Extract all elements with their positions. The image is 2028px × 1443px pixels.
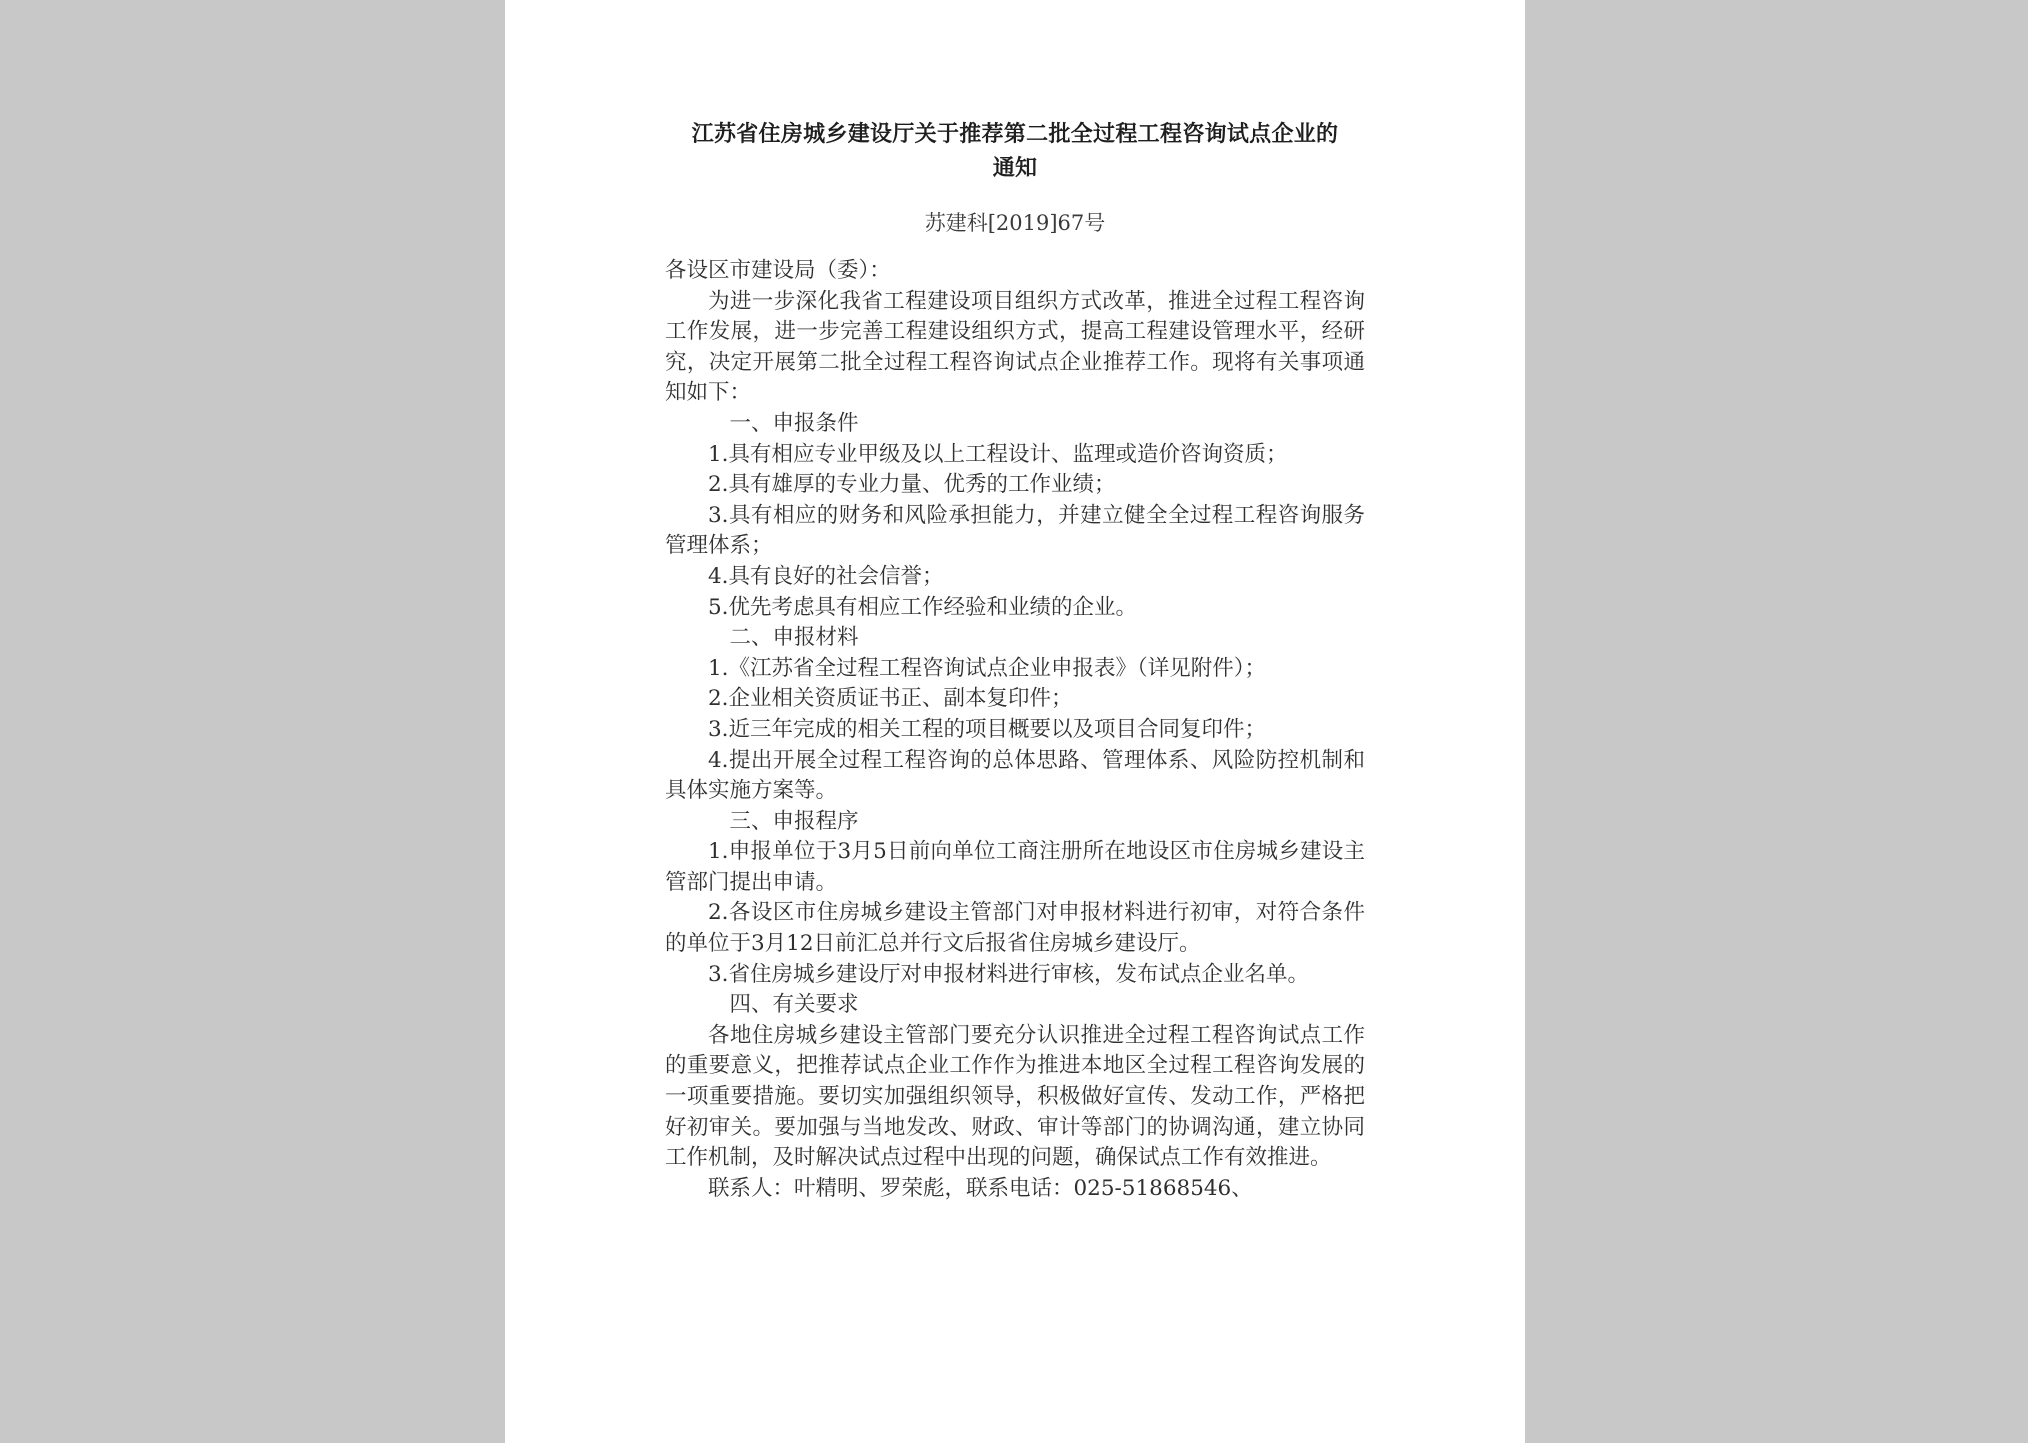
section-3-item: 2.各设区市住房城乡建设主管部门对申报材料进行初审，对符合条件的单位于3月12日前汇总并行文后报省住房城乡建设厅。 (665, 900, 1365, 957)
section-2-item: 2.企业相关资质证书正、副本复印件； (708, 686, 1073, 712)
salutation: 各设区市建设局（委）： (665, 258, 891, 283)
section-1-item: 4.具有良好的社会信誉； (708, 563, 944, 589)
section-1-item: 2.具有雄厚的专业力量、优秀的工作业绩； (708, 472, 1116, 498)
document-body (665, 256, 1365, 1204)
document-number: 苏建科[2019]67号 (924, 211, 1106, 235)
section-heading-2: 二、申报材料 (729, 625, 859, 651)
section-2-item: 4.提出开展全过程工程咨询的总体思路、管理体系、风险防控机制和具体实施方案等。 (665, 747, 1365, 804)
section-1-item: 1.具有相应专业甲级及以上工程设计、监理或造价咨询资质； (708, 441, 1288, 467)
intro-paragraph: 为进一步深化我省工程建设项目组织方式改革，推进全过程工程咨询工作发展，进一步完善工程建设组织方式，提高工程建设管理水平，经研究，决定开展第二批全过程工程咨询试点企业推荐工作。现将有关事项通知如下： (665, 288, 1365, 406)
section-4-text: 各地住房城乡建设主管部门要充分认识推进全过程工程咨询试点工作的重要意义，把推荐试点企业工作作为推进本地区全过程工程咨询发展的一项重要措施。要切实加强组织领导，积极做好宣传、发动工作，严格把好初审关。要加强与当地发改、财政、审计等部门的协调沟通，建立协同工作机制，及时解决试点过程中出现的问题，确保试点工作有效推进。 (665, 1022, 1365, 1171)
title-line-2: 通知 (992, 156, 1038, 181)
document-title (665, 118, 1365, 186)
contact-line: 联系人：叶精明、罗荣彪，联系电话：025-51868546、 (708, 1175, 1253, 1201)
section-2-item: 1.《江苏省全过程工程咨询试点企业申报表》（详见附件）； (708, 655, 1267, 681)
section-3-item: 3.省住房城乡建设厅对申报材料进行审核，发布试点企业名单。 (708, 961, 1310, 987)
section-2-item: 3.近三年完成的相关工程的项目概要以及项目合同复印件； (708, 716, 1267, 742)
document-page (505, 0, 1525, 1443)
section-1-item: 3.具有相应的财务和风险承担能力，并建立健全全过程工程咨询服务管理体系； (665, 502, 1365, 559)
section-1-item: 5.优先考虑具有相应工作经验和业绩的企业。 (708, 594, 1138, 620)
document-content (665, 118, 1365, 1204)
section-3-item: 1.申报单位于3月5日前向单位工商注册所在地设区市住房城乡建设主管部门提出申请。 (665, 839, 1365, 895)
section-heading-3: 三、申报程序 (729, 808, 859, 834)
title-line-1: 江苏省住房城乡建设厅关于推荐第二批全过程工程咨询试点企业的 (691, 122, 1339, 147)
section-heading-4: 四、有关要求 (729, 992, 859, 1018)
section-heading-1: 一、申报条件 (729, 410, 859, 436)
